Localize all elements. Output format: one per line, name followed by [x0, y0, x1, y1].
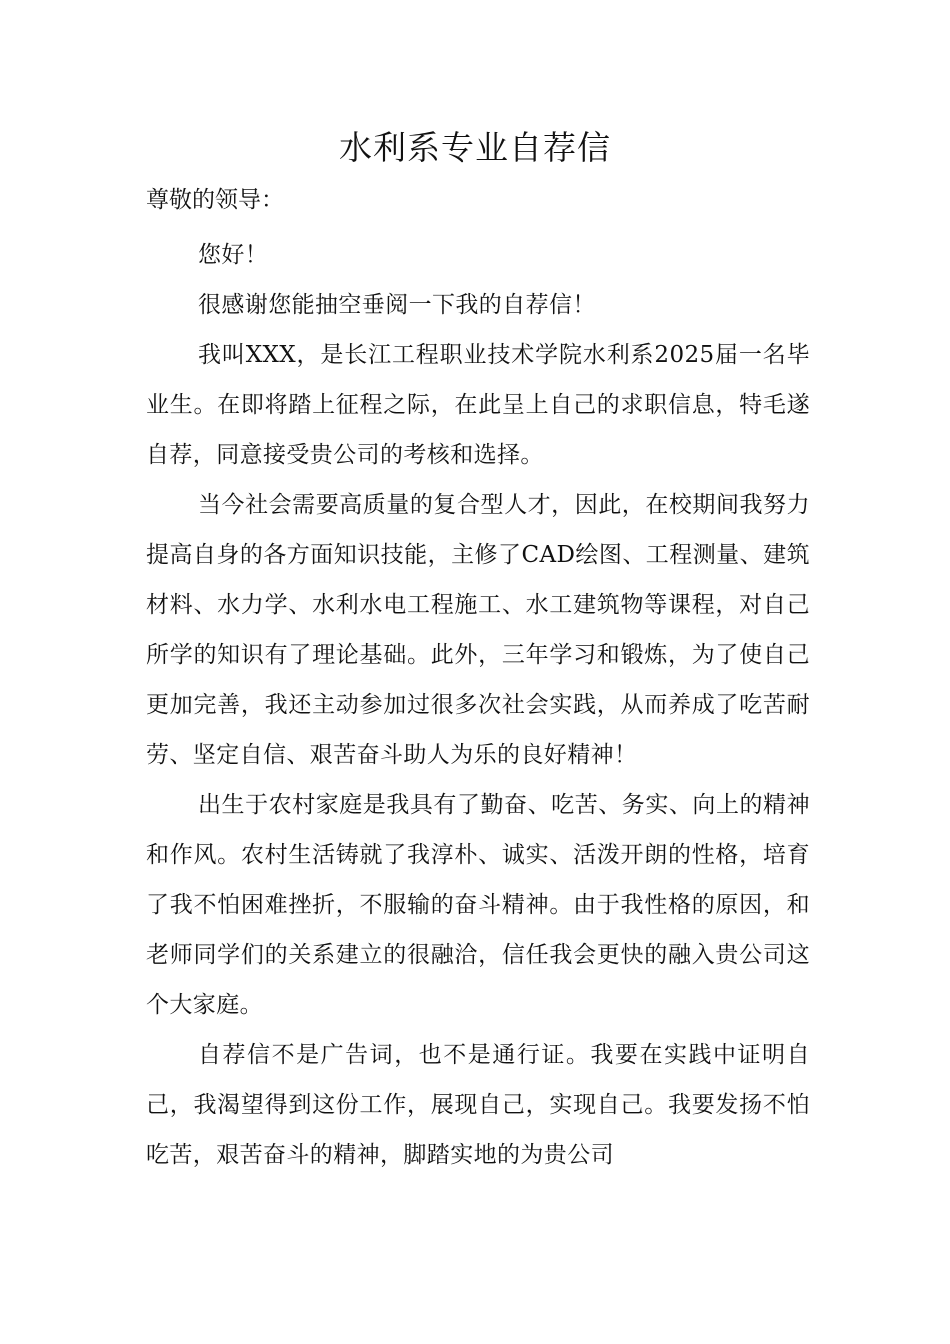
- introduction-paragraph: 我叫XXX，是长江工程职业技术学院水利系2025届一名毕业生。在即将踏上征程之际，在此呈上自己的求职信息，特毛遂自荐，同意接受贵公司的考核和选择。: [146, 342, 810, 468]
- letter-body: [146, 230, 810, 1180]
- document-title: 水利系专业自荐信: [339, 128, 611, 167]
- greeting-paragraph: 您好！: [198, 242, 269, 268]
- salutation: 尊敬的领导：: [146, 187, 284, 213]
- background-paragraph: 出生于农村家庭是我具有了勤奋、吃苦、务实、向上的精神和作风。农村生活铸就了我淳朴、诚实、活泼开朗的性格，培育了我不怕困难挫折，不服输的奋斗精神。由于我性格的原因，和老师同学们的关系建立的很融洽，信任我会更快的融入贵公司这个大家庭。: [146, 792, 810, 1018]
- thanks-paragraph: 很感谢您能抽空垂阅一下我的自荐信！: [198, 292, 596, 318]
- education-paragraph: 当今社会需要高质量的复合型人才，因此，在校期间我努力提高自身的各方面知识技能，主修了CAD绘图、工程测量、建筑材料、水力学、水利水电工程施工、水工建筑物等课程，对自己所学的知识有了理论基础。此外，三年学习和锻炼，为了使自己更加完善，我还主动参加过很多次社会实践，从而养成了吃苦耐劳、坚定自信、艰苦奋斗助人为乐的良好精神！: [146, 492, 810, 768]
- closing-paragraph: 自荐信不是广告词，也不是通行证。我要在实践中证明自己，我渴望得到这份工作，展现自己，实现自己。我要发扬不怕吃苦，艰苦奋斗的精神，脚踏实地的为贵公司: [146, 1042, 810, 1168]
